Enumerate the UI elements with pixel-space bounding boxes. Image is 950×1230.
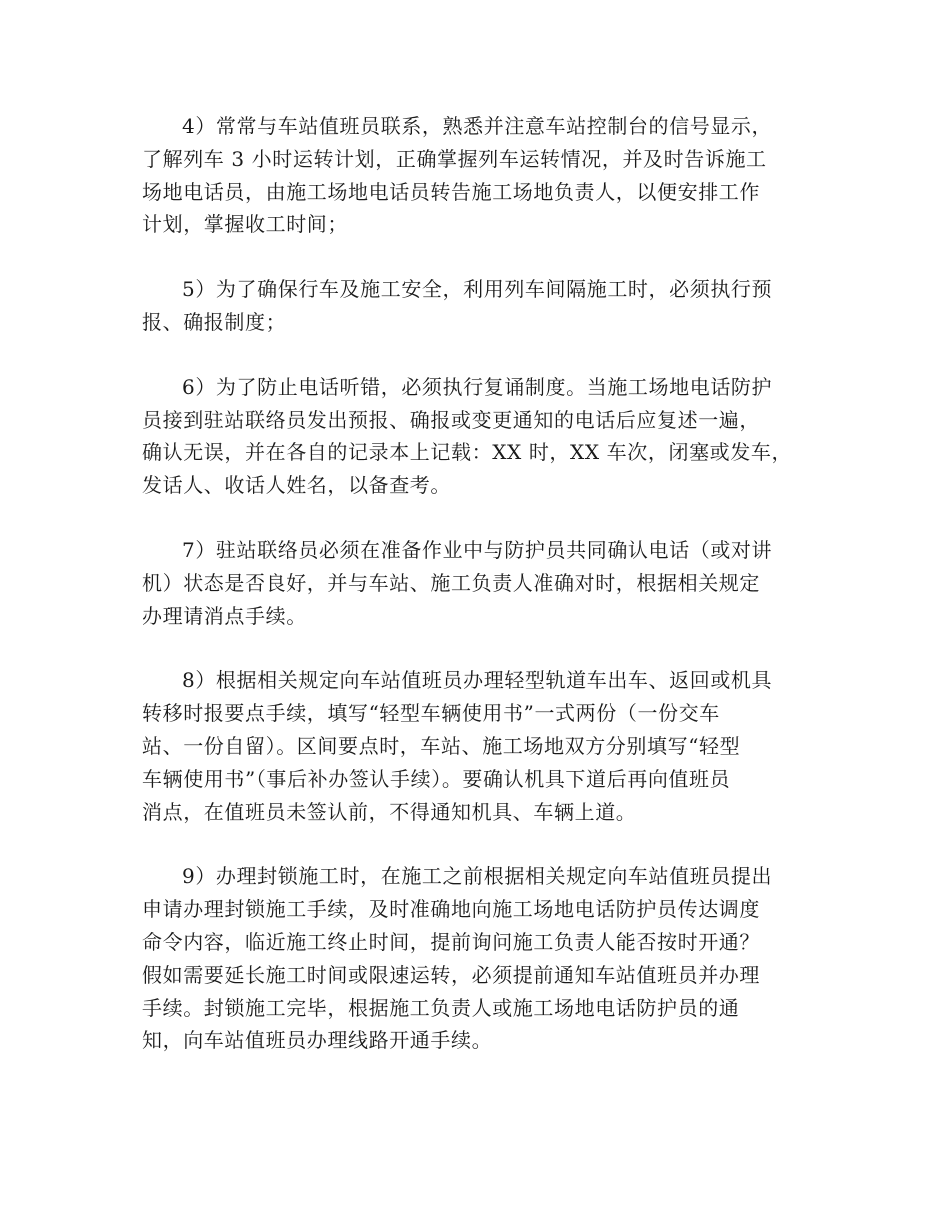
paragraph-line: 申请办理封锁施工手续，及时准确地向施工场地电话防护员传达调度: [142, 897, 760, 922]
paragraph-line: 了解列车 3 小时运转计划，正确掌握列车运转情况，并及时告诉施工: [142, 146, 767, 171]
paragraph-line: 计划，掌握收工时间；: [142, 212, 348, 237]
paragraph-9: [142, 860, 802, 1057]
paragraph-line: 命令内容，临近施工终止时间，提前询问施工负责人能否按时开通？: [142, 929, 760, 954]
paragraph-line: 4）常常与车站值班员联系，熟悉并注意车站控制台的信号显示，: [182, 114, 773, 138]
paragraph-4: [142, 110, 802, 241]
paragraph-8: [142, 664, 802, 828]
paragraph-line: 机）状态是否良好，并与车站、施工负责人准确对时，根据相关规定: [142, 570, 760, 595]
paragraph-line: 手续。封锁施工完毕，根据施工负责人或施工场地电话防护员的通: [142, 995, 740, 1020]
paragraph-line: 办理请消点手续。: [142, 603, 307, 628]
paragraph-line: 7）驻站联络员必须在准备作业中与防护员共同确认电话（或对讲: [182, 537, 773, 562]
paragraph-line: 车辆使用书”（事后补办签认手续）。要确认机具下道后再向值班员: [142, 766, 731, 791]
paragraph-7: [142, 534, 802, 632]
paragraph-line: 发话人、收话人姓名，以备查考。: [142, 473, 451, 498]
paragraph-line: 场地电话员，由施工场地电话员转告施工场地负责人，以便安排工作: [142, 179, 760, 204]
paragraph-line: 9）办理封锁施工时，在施工之前根据相关规定向车站值班员提出: [182, 864, 773, 889]
paragraph-line: 6）为了防止电话听错，必须执行复诵制度。当施工场地电话防护: [182, 374, 773, 399]
paragraph-line: 报、确报制度；: [142, 309, 287, 334]
paragraph-line: 5）为了确保行车及施工安全，利用列车间隔施工时，必须执行预: [182, 277, 773, 302]
paragraph-line: 消点，在值班员未签认前，不得通知机具、车辆上道。: [142, 799, 637, 824]
paragraph-6: [142, 371, 802, 502]
paragraph-line: 确认无误，并在各自的记录本上记载：XX 时，XX 车次，闭塞或发车，: [142, 440, 793, 465]
paragraph-line: 员接到驻站联络员发出预报、确报或变更通知的电话后应复述一遍，: [142, 407, 760, 432]
document-page: [142, 110, 802, 1057]
paragraph-line: 假如需要延长施工时间或限速运转，必须提前通知车站值班员并办理: [142, 962, 760, 987]
paragraph-line: 8）根据相关规定向车站值班员办理轻型轨道车出车、返回或机具: [182, 668, 773, 693]
paragraph-line: 转移时报要点手续，填写“轻型车辆使用书”一式两份（一份交车: [142, 701, 720, 726]
paragraph-line: 站、一份自留）。区间要点时，车站、施工场地双方分别填写“轻型: [142, 733, 741, 758]
paragraph-line: 知，向车站值班员办理线路开通手续。: [142, 1028, 493, 1053]
paragraph-5: [142, 273, 802, 339]
